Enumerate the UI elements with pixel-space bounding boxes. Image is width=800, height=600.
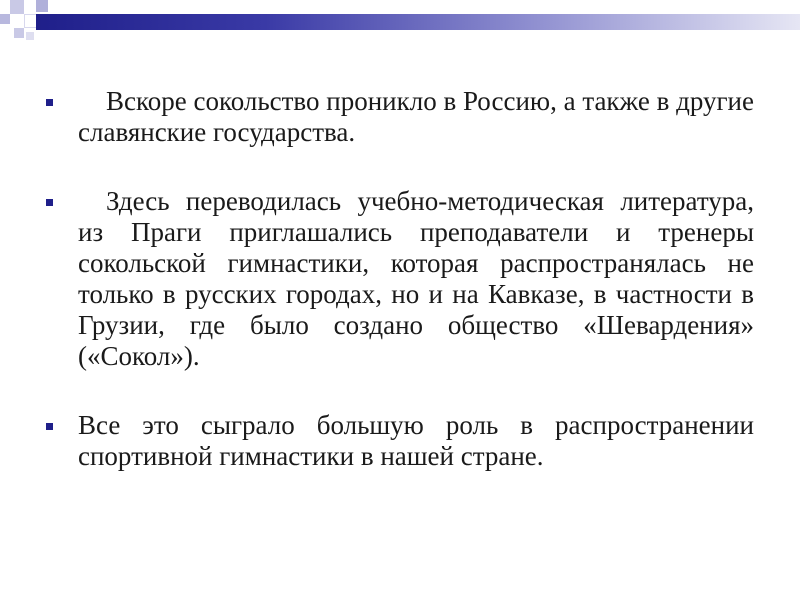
bullet-item xyxy=(44,86,754,148)
decor-square xyxy=(26,32,34,40)
decor-square xyxy=(14,28,24,38)
decor-square xyxy=(0,14,10,24)
bullet-text: Все это сыграло большую роль в распространении спортивной гимнастики в нашей стране. xyxy=(78,410,754,471)
square-bullet-icon xyxy=(46,199,53,206)
decor-square xyxy=(36,0,48,12)
bullet-item xyxy=(44,410,754,472)
square-bullet-icon xyxy=(46,99,53,106)
square-bullet-icon xyxy=(46,423,53,430)
decor-square xyxy=(10,0,24,14)
bullet-item xyxy=(44,186,754,372)
bullet-text: Вскоре сокольство проникло в Россию, а также в другие славянские государства. xyxy=(78,86,754,147)
bullet-list xyxy=(44,86,754,510)
header-gradient-band xyxy=(36,14,800,30)
bullet-text: Здесь переводилась учебно-методическая литература, из Праги приглашались преподаватели и тренеры сокольской гимнастики, которая распространялась не только в русских городах, но и на Кавказе, в частности в Грузии, где было создано общество «Шевардения» («Сокол»). xyxy=(78,186,754,371)
